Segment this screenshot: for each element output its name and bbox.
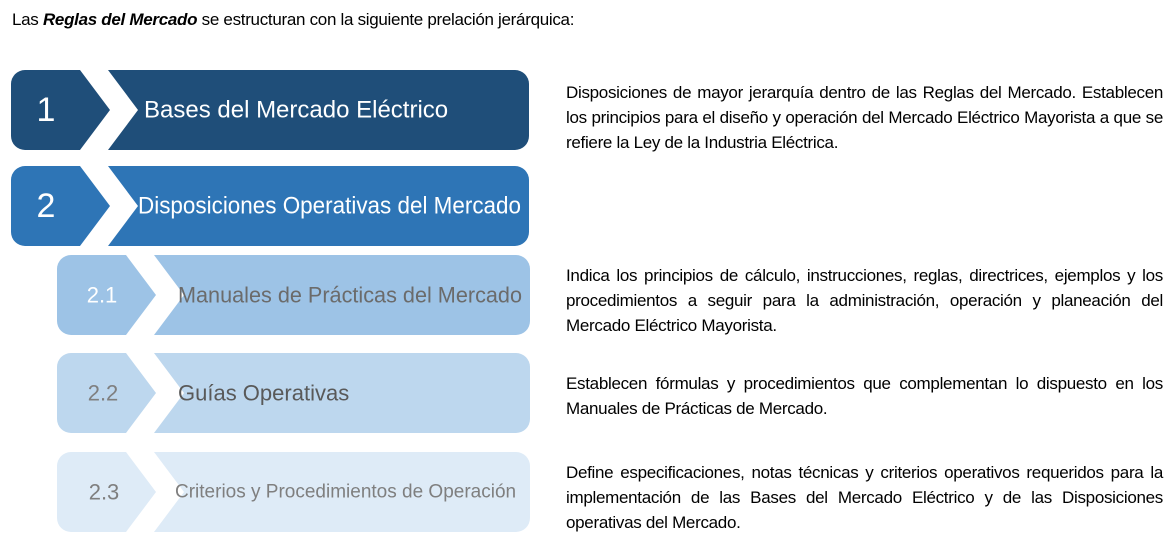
level-number: 1 [36, 91, 56, 129]
level-number: 2.3 [88, 479, 120, 505]
level-number: 2.2 [87, 380, 119, 406]
level-1 [11, 70, 529, 150]
level-title: Disposiciones Operativas del Mercado [138, 192, 521, 220]
level-title: Guías Operativas [178, 380, 350, 406]
intro-suffix: se estructuran con la siguiente prelación jerárquica: [197, 10, 575, 29]
level-2-1 [57, 255, 530, 335]
level-description: Define especificaciones, notas técnicas y criterios operativos requeridos para la implementación de las Bases del Mercado Eléctrico y de las Disposiciones operativas del Mercado. [566, 463, 1163, 532]
level-2 [11, 166, 529, 246]
level-title: Bases del Mercado Eléctrico [144, 96, 449, 124]
intro-emphasis: Reglas del Mercado [42, 10, 198, 29]
level-title: Manuales de Prácticas del Mercado [178, 282, 522, 308]
level-number: 2 [36, 187, 56, 225]
level-title: Criterios y Procedimientos de Operación [175, 481, 517, 503]
level-description: Establecen fórmulas y procedimientos que complementan lo dispuesto en los Manuales de Prácticas de Mercado. [566, 374, 1163, 418]
level-2-2 [57, 353, 530, 433]
level-2-3 [57, 452, 530, 532]
intro-prefix: Las [12, 10, 43, 29]
level-description: Indica los principios de cálculo, instrucciones, reglas, directrices, ejemplos y los procedimientos a seguir para la administración, operación y planeación del Mercado Eléctrico Mayorista. [566, 266, 1163, 335]
level-description: Disposiciones de mayor jerarquía dentro de las Reglas del Mercado. Establecen los principios para el diseño y operación del Mercado Eléctrico Mayorista a que se refiere la Ley de la Industria Eléctrica. [566, 83, 1163, 152]
level-number: 2.1 [86, 282, 118, 308]
